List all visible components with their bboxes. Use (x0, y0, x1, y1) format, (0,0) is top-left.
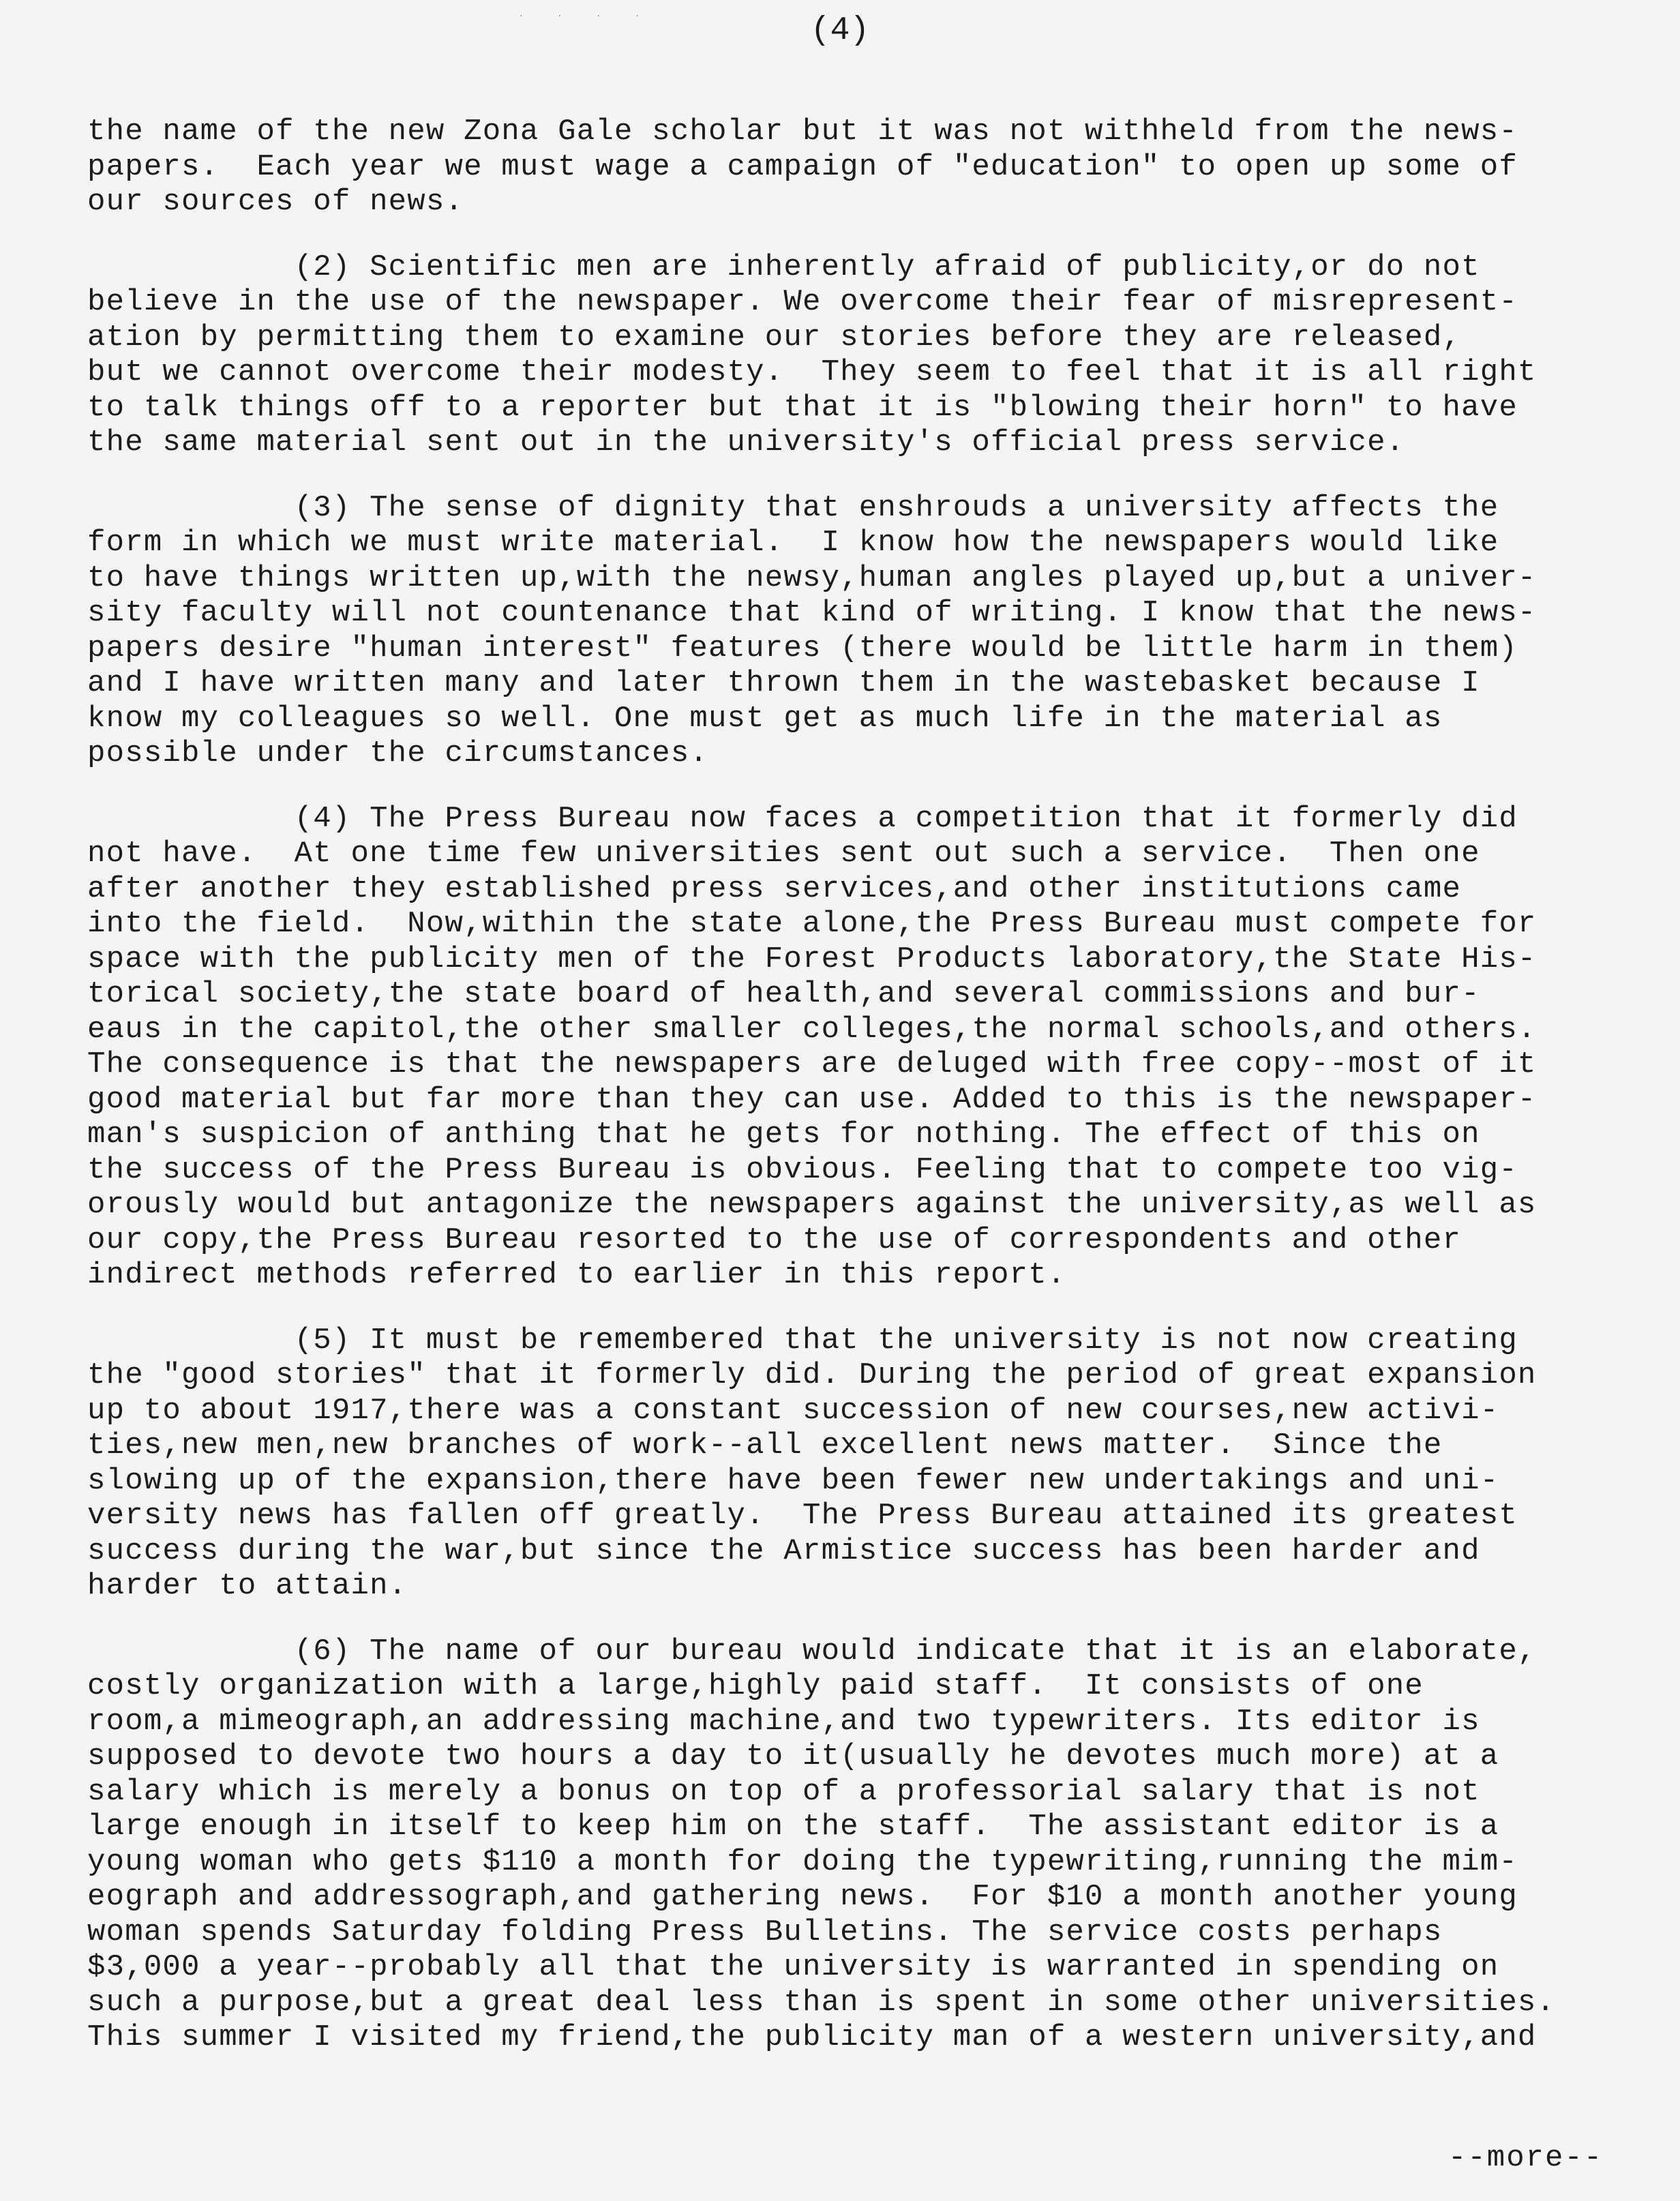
document-body (87, 115, 1655, 2086)
paragraph (87, 250, 1655, 461)
text-line: salary which is merely a bonus on top of a professorial salary that is not (87, 1774, 1480, 1809)
text-line: eaus in the capitol,the other smaller colleges,the normal schools,and others. (87, 1012, 1537, 1047)
text-line: the "good stories" that it formerly did. During the period of great expansion (87, 1358, 1537, 1392)
text-line: but we cannot overcome their modesty. They seem to feel that it is all right (87, 355, 1537, 389)
text-line: space with the publicity men of the Forest Products laboratory,the State His- (87, 942, 1537, 976)
text-line: slowing up of the expansion,there have been fewer new undertakings and uni- (87, 1463, 1499, 1498)
text-line: orously would but antagonize the newspapers against the university,as well as (87, 1188, 1537, 1222)
text-line: ation by permitting them to examine our stories before they are released, (87, 320, 1462, 355)
text-line: (5) It must be remembered that the university is not now creating (87, 1323, 1518, 1358)
text-line: man's suspicion of anthing that he gets for nothing. The effect of this on (87, 1118, 1480, 1152)
paragraph (87, 491, 1655, 772)
paragraph (87, 1323, 1655, 1604)
text-line: our sources of news. (87, 185, 464, 219)
text-line: harder to attain. (87, 1569, 408, 1603)
text-line: our copy,the Press Bureau resorted to the use of correspondents and other (87, 1223, 1462, 1257)
text-line: the same material sent out in the university's official press service. (87, 425, 1405, 460)
text-line: The consequence is that the newspapers are deluged with free copy--most of it (87, 1047, 1537, 1081)
text-line: (3) The sense of dignity that enshrouds a university affects the (87, 490, 1499, 525)
text-line: into the field. Now,within the state alone,the Press Bureau must compete for (87, 907, 1537, 941)
paragraph (87, 115, 1655, 220)
text-line: (4) The Press Bureau now faces a competition that it formerly did (87, 801, 1518, 836)
text-line: eograph and addressograph,and gathering news. For $10 a month another young (87, 1880, 1518, 1914)
text-line: such a purpose,but a great deal less than is spent in some other universities. (87, 1985, 1556, 2020)
text-line: room,a mimeograph,an addressing machine,and two typewriters. Its editor is (87, 1704, 1480, 1739)
text-line: up to about 1917,there was a constant succession of new courses,new activi- (87, 1393, 1499, 1428)
text-line: indirect methods referred to earlier in this report. (87, 1258, 1066, 1292)
text-line: $3,000 a year--probably all that the university is warranted in spending on (87, 1950, 1499, 1984)
text-line: papers. Each year we must wage a campaign of "education" to open up some of (87, 149, 1518, 184)
text-line: form in which we must write material. I know how the newspapers would like (87, 526, 1499, 560)
page-number: (4) (810, 12, 870, 49)
text-line: (6) The name of our bureau would indicate that it is an elaborate, (87, 1634, 1537, 1668)
text-line: to have things written up,with the newsy,human angles played up,but a univer- (87, 560, 1537, 595)
text-line: know my colleagues so well. One must get as much life in the material as (87, 701, 1443, 736)
text-line: the success of the Press Bureau is obvious. Feeling that to compete too vig- (87, 1152, 1518, 1187)
text-line: papers desire "human interest" features (there would be little harm in them) (87, 631, 1518, 665)
text-line: ties,new men,new branches of work--all excellent news matter. Since the (87, 1428, 1443, 1463)
text-line: possible under the circumstances. (87, 736, 708, 770)
scan-marks: · · · · (518, 11, 654, 22)
text-line: woman spends Saturday folding Press Bulletins. The service costs perhaps (87, 1915, 1443, 1949)
text-line: and I have written many and later thrown them in the wastebasket because I (87, 666, 1480, 700)
text-line: This summer I visited my friend,the publicity man of a western university,and (87, 2020, 1537, 2054)
text-line: the name of the new Zona Gale scholar but it was not withheld from the news- (87, 115, 1518, 149)
text-line: torical society,the state board of health,and several commissions and bur- (87, 977, 1480, 1011)
text-line: (2) Scientific men are inherently afraid of publicity,or do not (87, 250, 1480, 284)
paragraph (87, 802, 1655, 1293)
text-line: large enough in itself to keep him on the staff. The assistant editor is a (87, 1810, 1499, 1844)
text-line: sity faculty will not countenance that kind of writing. I know that the news- (87, 596, 1537, 630)
text-line: to talk things off to a reporter but that it is "blowing their horn" to have (87, 390, 1518, 425)
text-line: supposed to devote two hours a day to it(usually he devotes much more) at a (87, 1739, 1499, 1773)
text-line: not have. At one time few universities sent out such a service. Then one (87, 837, 1480, 871)
continuation-marker: --more-- (1448, 2141, 1604, 2175)
text-line: versity news has fallen off greatly. The Press Bureau attained its greatest (87, 1499, 1518, 1533)
text-line: believe in the use of the newspaper. We overcome their fear of misrepresent- (87, 285, 1518, 319)
text-line: young woman who gets $110 a month for doing the typewriting,running the mim- (87, 1844, 1518, 1879)
text-line: costly organization with a large,highly paid staff. It consists of one (87, 1669, 1424, 1703)
text-line: success during the war,but since the Armistice success has been harder and (87, 1533, 1480, 1568)
paragraph (87, 1634, 1655, 2056)
text-line: after another they established press services,and other institutions came (87, 871, 1462, 906)
text-line: good material but far more than they can use. Added to this is the newspaper- (87, 1082, 1537, 1117)
